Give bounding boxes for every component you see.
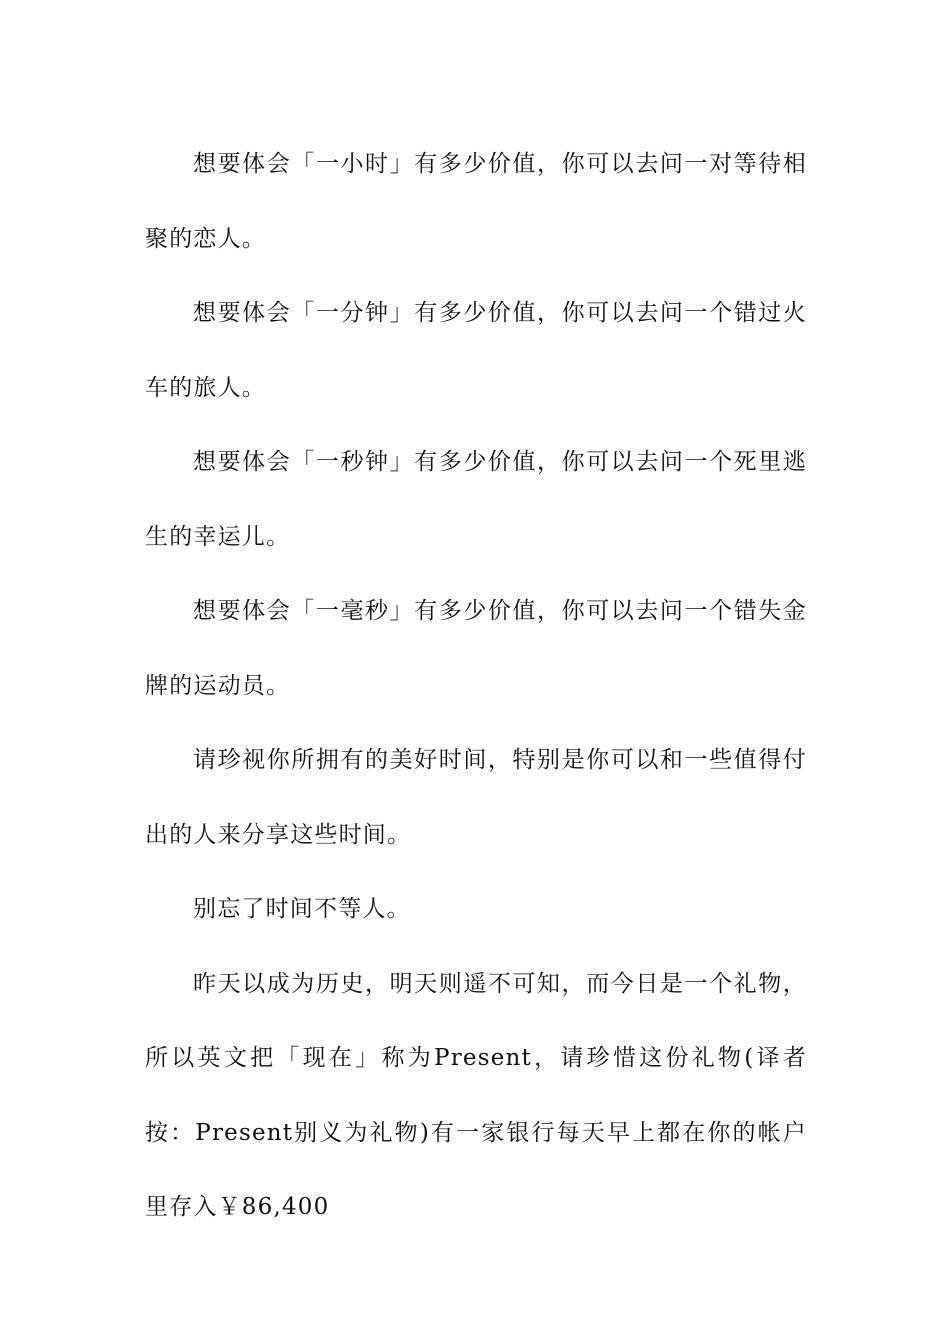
paragraph-hour: 想要体会「一小时」有多少价值，你可以去问一对等待相聚的恋人。 (145, 151, 807, 252)
document-body (145, 127, 807, 1245)
paragraph-millisecond: 想要体会「一毫秒」有多少价值，你可以去问一个错失金牌的运动员。 (145, 598, 807, 699)
paragraph-time-waits: 别忘了时间不等人。 (193, 896, 411, 922)
paragraph-cherish-time: 请珍视你所拥有的美好时间，特别是你可以和一些值得付出的人来分享这些时间。 (145, 747, 807, 848)
paragraph-minute: 想要体会「一分钟」有多少价值，你可以去问一个错过火车的旅人。 (145, 300, 807, 401)
paragraph-present: 昨天以成为历史，明天则遥不可知，而今日是一个礼物，所以英文把「现在」称为Present，请珍惜这份礼物(译者按：Present别义为礼物)有一家银行每天早上都在你的帐户里存入￥86,400 (145, 970, 807, 1220)
paragraph-second: 想要体会「一秒钟」有多少价值，你可以去问一个死里逃生的幸运儿。 (145, 449, 807, 550)
